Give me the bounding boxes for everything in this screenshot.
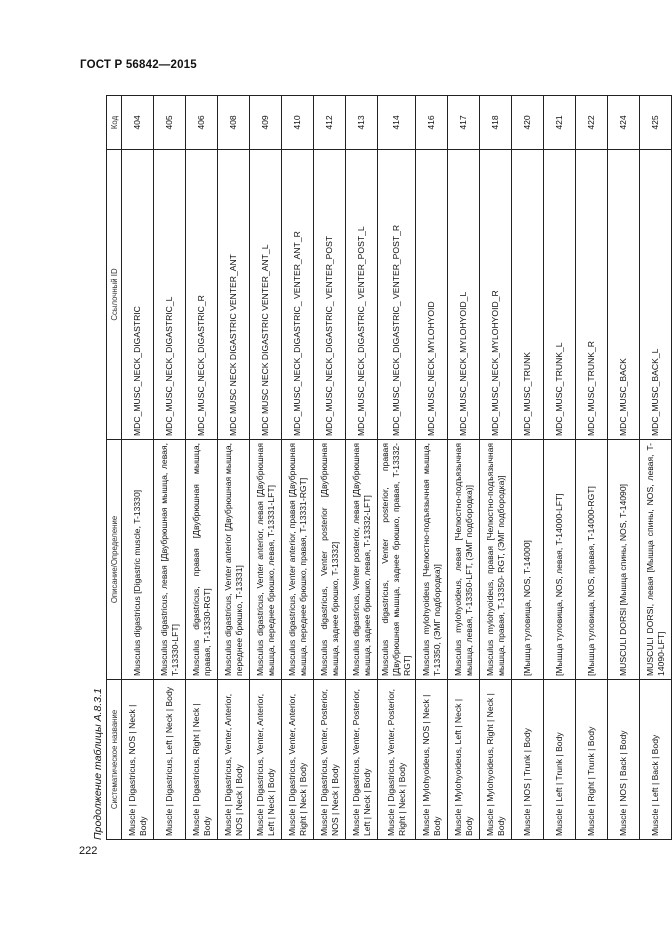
table-row (480, 96, 512, 840)
table-row (544, 96, 576, 840)
cell-code: 408 (218, 96, 250, 150)
cell-systematic-name: Muscle | Digastricus, Venter, Anterior, NOS | Neck | Body (218, 680, 250, 840)
cell-description: [Мышца туловища, NOS, T-14000] (512, 440, 544, 680)
cell-systematic-name: Muscle | Mylohyoideus, Left | Neck | Body (448, 680, 480, 840)
cell-systematic-name: Muscle | NOS | Back | Body (608, 680, 640, 840)
cell-code: 425 (640, 96, 672, 150)
rotated-table-block (91, 96, 666, 840)
cell-systematic-name: Muscle | Mylohyoideus, NOS | Neck | Body (416, 680, 448, 840)
cell-description: [Мышца туловища, NOS, левая, T-14000-LFT] (544, 440, 576, 680)
cell-description: Musculus digastricus, Venter anterior, правая [Двубрюшная мышца, переднее брюшко, правая, T-13331-RGT] (282, 440, 314, 680)
cell-code: 424 (608, 96, 640, 150)
cell-systematic-name: Muscle | NOS | Trunk | Body (512, 680, 544, 840)
cell-code: 422 (576, 96, 608, 150)
table-row (314, 96, 346, 840)
cell-code: 412 (314, 96, 346, 150)
cell-description: Musculus digastricus, Venter posterior [Двубрюшная мышца, заднее брюшко, T-13332] (314, 440, 346, 680)
cell-description: Musculus digastricus, левая [Двубрюшная мышца, левая, T-13330-LFT] (154, 440, 186, 680)
cell-systematic-name: Muscle | Digastricus, Venter, Posterior, Left | Neck | Body (346, 680, 378, 840)
table-caption: Продолжение таблицы А.8.3.1 (92, 688, 104, 840)
table-row (282, 96, 314, 840)
table-row (378, 96, 416, 840)
cell-code: 416 (416, 96, 448, 150)
cell-code: 410 (282, 96, 314, 150)
cell-description: Musculus digastricus, Venter anterior, левая [Двубрюшная мышца, переднее брюшко, левая, T-13331-LFT] (250, 440, 282, 680)
table-row (186, 96, 218, 840)
column-header-description: Описание/Определение (107, 440, 122, 680)
cell-description: Musculus digastricus, Venter anterior [Двубрюшная мышца, переднее брюшко, T-13331] (218, 440, 250, 680)
table-header-row (107, 96, 122, 840)
table-row (416, 96, 448, 840)
cell-reference-id: MDC_MUSC_NECK_DIGASTRIC (122, 150, 154, 440)
cell-code: 421 (544, 96, 576, 150)
cell-reference-id: MDC MUSC NECK DIGASTRIC VENTER_ANT (218, 150, 250, 440)
cell-reference-id: MDC_MUSC_NECK_DIGASTRIC_R (186, 150, 218, 440)
cell-code: 406 (186, 96, 218, 150)
cell-reference-id: MDC_MUSC_NECK_DIGASTRIC_ VENTER_POST_L (346, 150, 378, 440)
cell-systematic-name: Muscle | Left | Trunk | Body (544, 680, 576, 840)
cell-systematic-name: Muscle | Digastricus, Venter, Anterior, Left | Neck | Body (250, 680, 282, 840)
cell-reference-id: MDC_MUSC_NECK_MYLOHYOID (416, 150, 448, 440)
cell-systematic-name: Muscle | Digastricus, Venter, Posterior, Right | Neck | Body (378, 680, 416, 840)
table-row (154, 96, 186, 840)
cell-systematic-name: Muscle | Left | Back | Body (640, 680, 672, 840)
page-number: 222 (79, 845, 98, 857)
cell-systematic-name: Muscle | Digastricus, NOS | Neck | Body (122, 680, 154, 840)
column-header-code: Код (107, 96, 122, 150)
cell-description: Musculus digastricus, Venter posterior, левая [Двубрюшная мышца, заднее брюшко, левая, T-13332-LFT] (346, 440, 378, 680)
cell-description: Musculus digastricus [Digastric muscle, T-13330] (122, 440, 154, 680)
cell-reference-id: MDC_MUSC_NECK_MYLOHYOID_R (480, 150, 512, 440)
cell-systematic-name: Muscle | Right | Trunk | Body (576, 680, 608, 840)
cell-reference-id: MDC_MUSC_TRUNK_L (544, 150, 576, 440)
table-row (640, 96, 672, 840)
table-row (448, 96, 480, 840)
cell-code: 418 (480, 96, 512, 150)
cell-systematic-name: Muscle | Digastricus, Left | Neck | Body (154, 680, 186, 840)
column-header-name: Систематическое название (107, 680, 122, 840)
cell-reference-id: MDC_MUSC_BACK_L (640, 150, 672, 440)
cell-description: Musculus mylohyoideus, правая [Челюстно-подъязычная мышца, правая, T-13350- RGT, (ЭМГ подбородка)] (480, 440, 512, 680)
cell-code: 414 (378, 96, 416, 150)
cell-description: Musculus digastricus, правая [Двубрюшная мышца, правая, T-13330-RGT] (186, 440, 218, 680)
cell-reference-id: MDC_MUSC_NECK_DIGASTRIC_ VENTER_POST (314, 150, 346, 440)
cell-code: 405 (154, 96, 186, 150)
cell-reference-id: MDC MUSC NECK DIGASTRIC VENTER_ANT_L (250, 150, 282, 440)
cell-reference-id: MDC_MUSC_TRUNK_R (576, 150, 608, 440)
cell-reference-id: MDC_MUSC_NECK_DIGASTRIC_ VENTER_POST_R (378, 150, 416, 440)
column-header-ref-id: Ссылочный ID (107, 150, 122, 440)
cell-code: 409 (250, 96, 282, 150)
table-row (576, 96, 608, 840)
cell-reference-id: MDC_MUSC_TRUNK (512, 150, 544, 440)
cell-code: 420 (512, 96, 544, 150)
cell-code: 417 (448, 96, 480, 150)
cell-reference-id: MDC_MUSC_NECK_DIGASTRIC_L (154, 150, 186, 440)
cell-reference-id: MDC_MUSC_BACK (608, 150, 640, 440)
cell-systematic-name: Muscle | Digastricus, Venter, Posterior, NOS | Neck | Body (314, 680, 346, 840)
table-body (122, 96, 672, 840)
cell-systematic-name: Muscle | Mylohyoideus, Right | Neck | Body (480, 680, 512, 840)
cell-description: MUSCULI DORSI [Мышца спины, NOS, T-14090] (608, 440, 640, 680)
cell-reference-id: MDC_MUSC_NECK_MYLOHYOID_L (448, 150, 480, 440)
cell-reference-id: MDC_MUSC_NECK_DIGASTRIC_ VENTER_ANT_R (282, 150, 314, 440)
table-row (512, 96, 544, 840)
table-row (250, 96, 282, 840)
cell-description: Musculus mylohyoideus [Челюстно-подъязычная мышца, T-13350, (ЭМГ подбородка)] (416, 440, 448, 680)
cell-description: Musculus mylohyoideus, левая [Челюстно-подъязычная мышца, левая, T-13350-LFT, (ЭМГ подбородка)] (448, 440, 480, 680)
table-row (218, 96, 250, 840)
document-header: ГОСТ Р 56842—2015 (80, 59, 197, 71)
cell-code: 404 (122, 96, 154, 150)
cell-systematic-name: Muscle | Digastricus, Right | Neck | Body (186, 680, 218, 840)
cell-description: [Мышца туловища, NOS, правая, T-14000-RGT] (576, 440, 608, 680)
cell-systematic-name: Muscle | Digastricus, Venter, Anterior, Right | Neck | Body (282, 680, 314, 840)
cell-description: MUSCULI DORSI, левая [Мышца спины, NOS, левая, T-14090-LFT] (640, 440, 672, 680)
table-row (122, 96, 154, 840)
table-row (608, 96, 640, 840)
cell-description: Musculus digastricus, Venter posterior, правая [Двубрюшная мышца, заднее брюшко, правая, T-13332-RGT] (378, 440, 416, 680)
cell-code: 413 (346, 96, 378, 150)
terminology-table (106, 95, 672, 840)
table-row (346, 96, 378, 840)
